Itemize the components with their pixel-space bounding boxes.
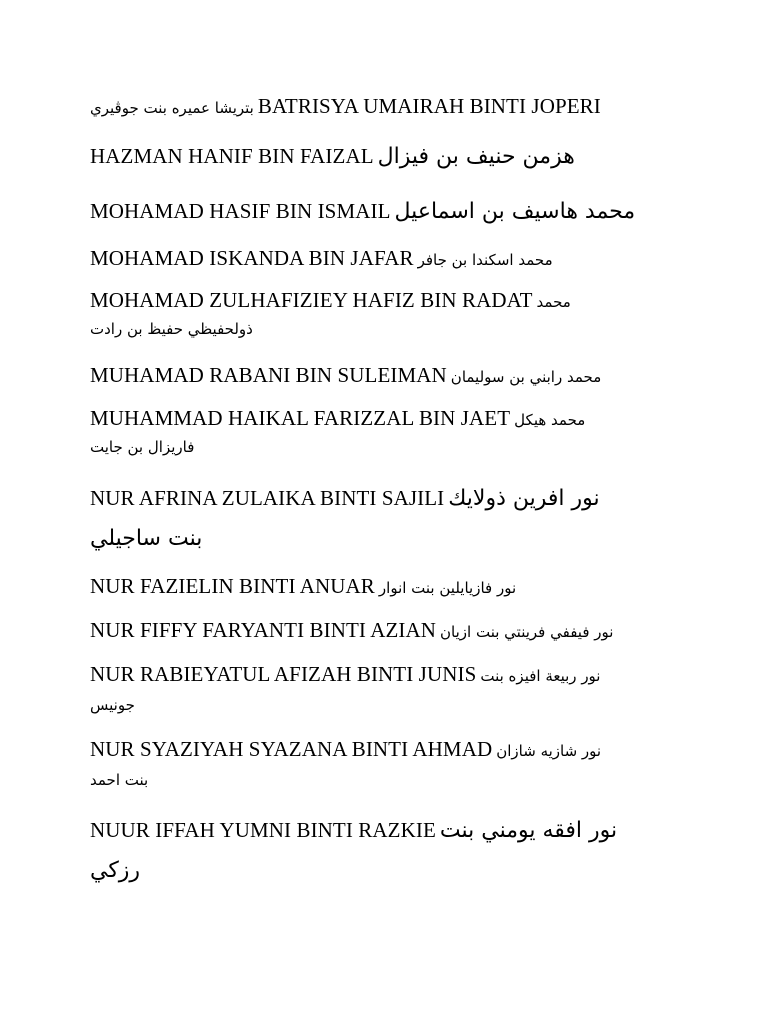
- arabic-name: نور ربيعة افيزه بنت: [480, 667, 601, 685]
- arabic-name: بتريشا عميره بنت جوڤيري: [90, 99, 254, 117]
- arabic-name-continuation: ذولحفيظي حفيظ بن رادت: [90, 320, 253, 338]
- latin-name: NUUR IFFAH YUMNI BINTI RAZKIE: [90, 818, 436, 842]
- arabic-name: نور افقه يومني بنت: [439, 818, 618, 843]
- arabic-name: محمد اسكندا بن جافر: [417, 251, 553, 269]
- latin-name: NUR AFRINA ZULAIKA BINTI SAJILI: [90, 486, 445, 510]
- latin-name: NUR FIFFY FARYANTI BINTI AZIAN: [90, 618, 437, 642]
- latin-name: BATRISYA UMAIRAH BINTI JOPERI: [257, 94, 601, 118]
- arabic-name-continuation: رزكي: [90, 858, 141, 883]
- latin-name: MUHAMAD RABANI BIN SULEIMAN: [90, 363, 447, 387]
- latin-name: HAZMAN HANIF BIN FAIZAL: [90, 144, 374, 168]
- arabic-name-continuation: جونيس: [90, 696, 135, 714]
- latin-name: NUR SYAZIYAH SYAZANA BINTI AHMAD: [90, 737, 493, 761]
- arabic-name: محمد هيكل: [514, 411, 586, 429]
- arabic-name: نور شازيه شازان: [496, 742, 602, 760]
- latin-name: MOHAMAD ISKANDA BIN JAFAR: [90, 246, 414, 270]
- latin-name: NUR FAZIELIN BINTI ANUAR: [90, 574, 375, 598]
- arabic-name: نور افرين ذولايك: [448, 486, 600, 511]
- arabic-name: محمد رابني بن سوليمان: [450, 368, 602, 386]
- arabic-name-continuation: فاريزال بن جايت: [90, 438, 195, 456]
- latin-name: NUR RABIEYATUL AFIZAH BINTI JUNIS: [90, 662, 477, 686]
- arabic-name: نور فازيايلين بنت انوار: [378, 579, 517, 597]
- arabic-name: هزمن حنيف بن فيزال: [377, 144, 575, 169]
- latin-name: MOHAMAD ZULHAFIZIEY HAFIZ BIN RADAT: [90, 288, 533, 312]
- arabic-name-continuation: بنت ساجيلي: [90, 526, 203, 551]
- arabic-name: محمد هاسيف بن اسماعيل: [394, 199, 636, 224]
- arabic-name-continuation: بنت احمد: [90, 771, 149, 789]
- arabic-name: نور فيففي فرينتي بنت ازيان: [440, 623, 614, 641]
- arabic-name: محمد: [536, 293, 571, 311]
- latin-name: MOHAMAD HASIF BIN ISMAIL: [90, 199, 391, 223]
- latin-name: MUHAMMAD HAIKAL FARIZZAL BIN JAET: [90, 406, 511, 430]
